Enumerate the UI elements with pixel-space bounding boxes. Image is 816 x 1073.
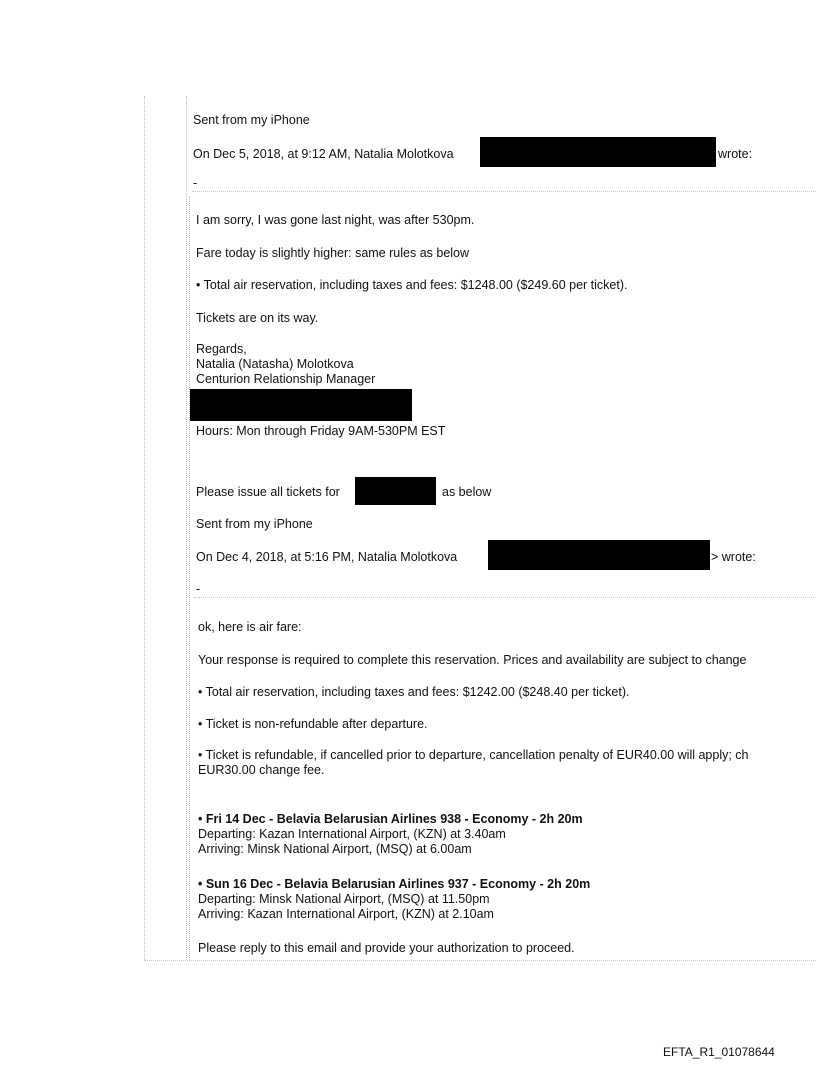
- email1-p1: I am sorry, I was gone last night, was after 530pm.: [196, 213, 475, 227]
- signature: [196, 342, 375, 387]
- email3-total: • Total air reservation, including taxes and fees: $1242.00 ($248.40 per ticket).: [198, 685, 630, 699]
- email1-total: • Total air reservation, including taxes and fees: $1248.00 ($249.60 per ticket).: [196, 278, 628, 292]
- email-header-2-suffix: > wrote:: [711, 550, 756, 564]
- sig-title: Centurion Relationship Manager: [196, 372, 376, 386]
- flight-2-title: • Sun 16 Dec - Belavia Belarusian Airlines 937 - Economy - 2h 20m: [198, 877, 591, 891]
- left-border-inner: [186, 96, 187, 960]
- email3-p1: ok, here is air fare:: [198, 620, 302, 634]
- dash-2: -: [196, 582, 201, 596]
- left-border-outer: [144, 96, 145, 960]
- flight-1-arrive: Arriving: Minsk National Airport, (MSQ) at 6.00am: [198, 842, 472, 856]
- bottom-border: [144, 960, 816, 961]
- refundable-line-2: EUR30.00 change fee.: [198, 763, 325, 777]
- closing: Please reply to this email and provide your authorization to proceed.: [198, 941, 575, 955]
- email-header-1-suffix: wrote:: [718, 147, 753, 161]
- sig-name: Natalia (Natasha) Molotkova: [196, 357, 354, 371]
- redaction-issue: [355, 477, 436, 505]
- separator-1: [192, 191, 816, 192]
- email3-refundable: [198, 748, 749, 778]
- issue-tickets-prefix: Please issue all tickets for: [196, 485, 340, 499]
- flight-1: [198, 812, 583, 857]
- issue-tickets-suffix: as below: [442, 485, 492, 499]
- redaction-email-2: [488, 540, 710, 570]
- redaction-email-1: [480, 137, 716, 167]
- email-header-2: On Dec 4, 2018, at 5:16 PM, Natalia Molotkova: [196, 550, 458, 564]
- hours: Hours: Mon through Friday 9AM-530PM EST: [196, 424, 446, 438]
- flight-2-arrive: Arriving: Kazan International Airport, (KZN) at 2.10am: [198, 907, 494, 921]
- separator-2: [194, 597, 816, 598]
- refundable-line-1: • Ticket is refundable, if cancelled prior to departure, cancellation penalty of EUR40.00 will apply; ch: [198, 748, 749, 762]
- flight-1-depart: Departing: Kazan International Airport, (KZN) at 3.40am: [198, 827, 506, 841]
- email-header-1: On Dec 5, 2018, at 9:12 AM, Natalia Molotkova: [193, 147, 454, 161]
- flight-1-title: • Fri 14 Dec - Belavia Belarusian Airlines 938 - Economy - 2h 20m: [198, 812, 583, 826]
- quote-border: [189, 196, 190, 960]
- sig-regards: Regards,: [196, 342, 247, 356]
- flight-2-depart: Departing: Minsk National Airport, (MSQ) at 11.50pm: [198, 892, 490, 906]
- redaction-signature: [190, 389, 412, 421]
- email3-nonrefundable: • Ticket is non-refundable after departure.: [198, 717, 428, 731]
- flight-2: [198, 877, 590, 922]
- sent-from-2: Sent from my iPhone: [196, 517, 313, 531]
- document-id: EFTA_R1_01078644: [663, 1045, 775, 1059]
- email1-p3: Tickets are on its way.: [196, 311, 319, 325]
- email1-p2: Fare today is slightly higher: same rules as below: [196, 246, 470, 260]
- email3-p2: Your response is required to complete this reservation. Prices and availability are subject to change: [198, 653, 747, 667]
- dash-1: -: [193, 176, 198, 190]
- sent-from-1: Sent from my iPhone: [193, 113, 310, 127]
